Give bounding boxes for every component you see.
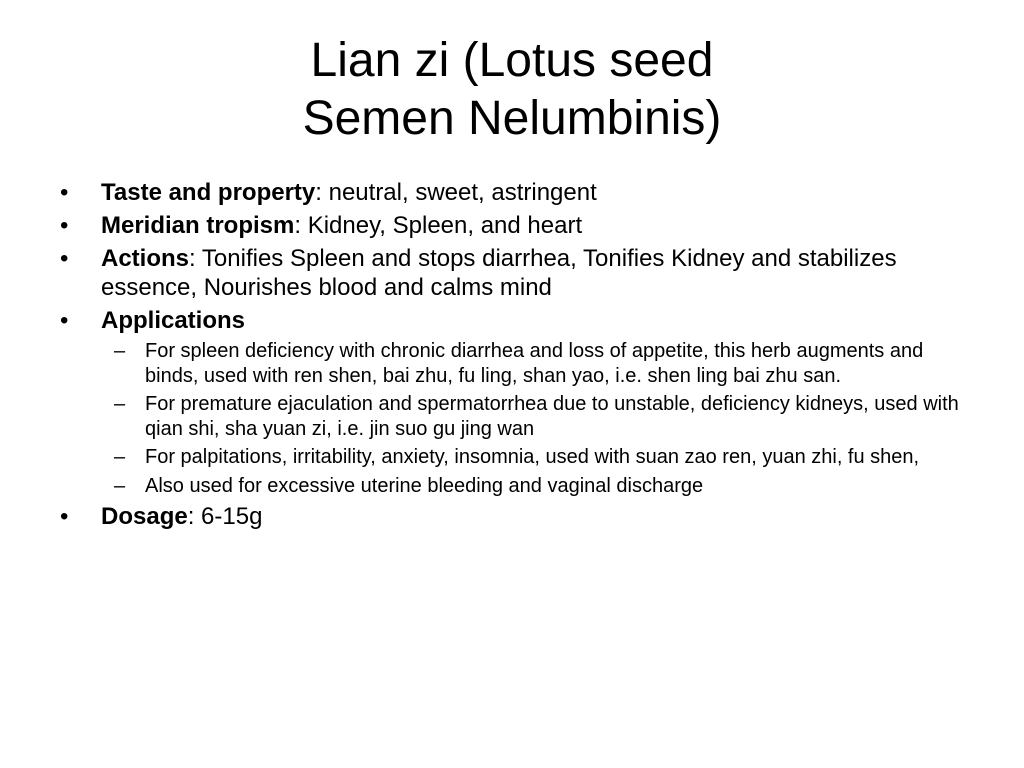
bullet-icon: • <box>60 212 69 239</box>
sub-bullet-text: For palpitations, irritability, anxiety, insomnia, used with suan zao ren, yuan zhi, fu shen, <box>145 446 920 468</box>
bullet-text: : neutral, sweet, astringent <box>315 179 597 206</box>
dash-icon: – <box>114 340 126 362</box>
sub-bullet-spleen-deficiency <box>60 339 960 388</box>
title-line-1: Lian zi (Lotus seed <box>310 34 714 87</box>
bullet-label: Dosage <box>101 503 188 530</box>
dash-icon: – <box>114 393 126 415</box>
sub-bullet-text: For premature ejaculation and spermatorrhea due to unstable, deficiency kidneys, used with qian shi, sha yuan zi, i.e. jin suo gu jing wan <box>145 393 959 440</box>
dash-icon: – <box>114 474 126 497</box>
bullet-icon: • <box>60 245 69 272</box>
sub-bullet-uterine-bleeding <box>60 474 960 499</box>
bullet-label: Taste and property <box>101 179 316 206</box>
bullet-actions <box>60 244 960 302</box>
bullet-label: Applications <box>101 307 246 334</box>
bullet-label: Meridian tropism <box>101 212 295 239</box>
slide-body <box>60 178 960 535</box>
bullet-text: : Kidney, Spleen, and heart <box>294 212 583 239</box>
title-line-2: Semen Nelumbinis) <box>302 92 722 145</box>
bullet-text: : Tonifies Spleen and stops diarrhea, Tonifies Kidney and stabilizes essence, Nourishes blood and calms mind <box>101 245 897 301</box>
bullet-text: : 6-15g <box>187 503 263 530</box>
sub-bullet-text: For spleen deficiency with chronic diarrhea and loss of appetite, this herb augments and binds, used with ren shen, bai zhu, fu ling, shan yao, i.e. shen ling bai zhu san. <box>145 340 924 387</box>
bullet-dosage <box>60 502 960 531</box>
bullet-icon: • <box>60 307 69 334</box>
bullet-label: Actions <box>101 245 190 272</box>
bullet-taste-and-property <box>60 178 960 207</box>
bullet-icon: • <box>60 503 69 530</box>
sub-bullet-palpitations <box>60 445 960 470</box>
dash-icon: – <box>114 446 126 468</box>
bullet-applications <box>60 306 960 335</box>
sub-bullet-text: Also used for excessive uterine bleeding and vaginal discharge <box>145 474 704 497</box>
sub-bullet-premature-ejaculation <box>60 392 960 441</box>
bullet-meridian-tropism <box>60 211 960 240</box>
slide-title <box>0 32 1024 148</box>
bullet-icon: • <box>60 179 69 206</box>
